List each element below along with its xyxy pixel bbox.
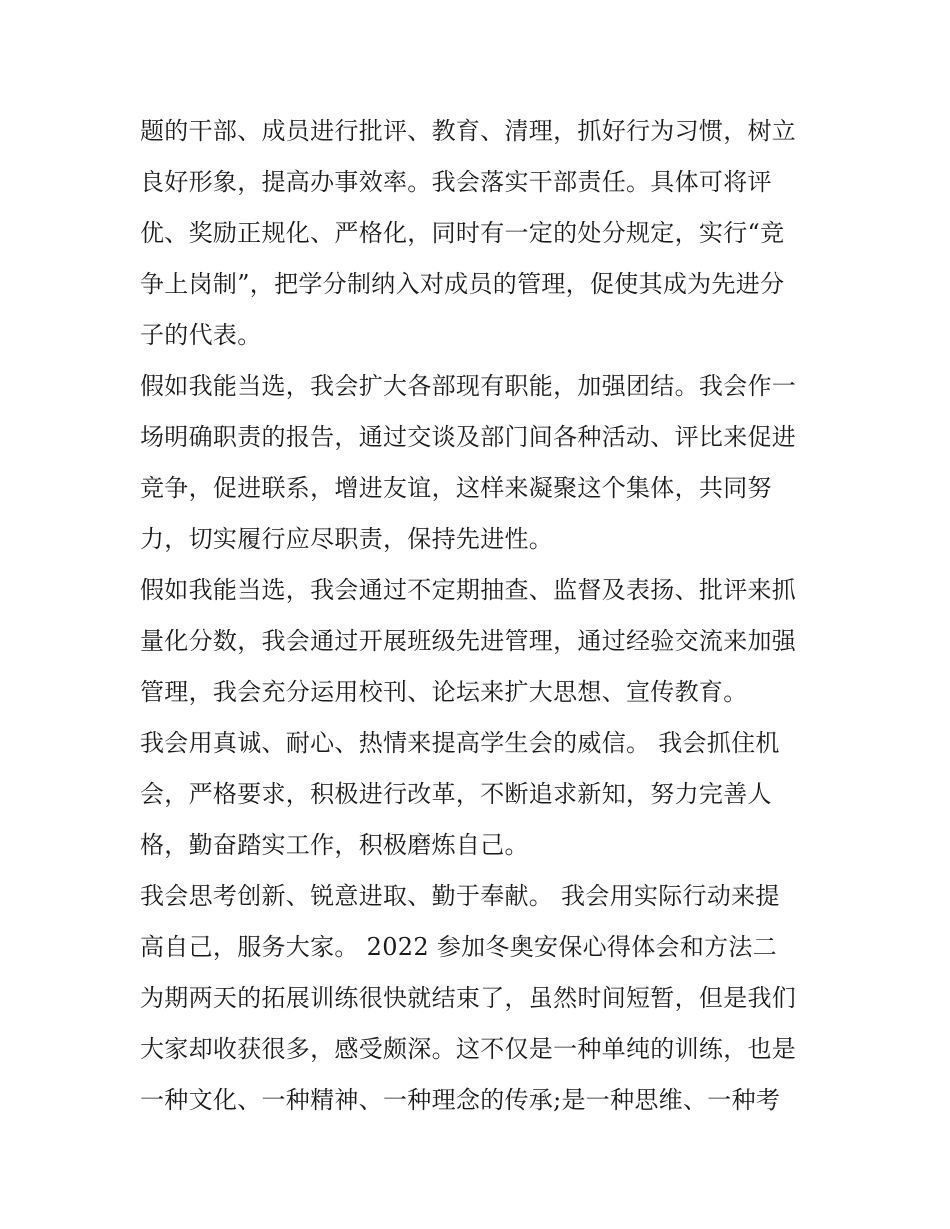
text-line: 我会思考创新、锐意进取、勤于奉献。 我会用实际行动来提 (140, 882, 780, 910)
text-line: 会，严格要求，积极进行改革，不断追求新知，努力完善人 (140, 780, 772, 808)
paragraph-3 (140, 565, 820, 718)
text-line: 管理，我会充分运用校刊、论坛来扩大思想、宣传教育。 (140, 678, 748, 706)
text-line: 争上岗制”，把学分制纳入对成员的管理，促使其成为先进分 (140, 270, 785, 298)
document-body (140, 106, 820, 1126)
text-line: 大家却收获很多，感受颇深。这不仅是一种单纯的训练，也是 (140, 1035, 797, 1063)
text-line: 优、奖励正规化、严格化，同时有一定的处分规定，实行“竞 (140, 219, 785, 247)
text-line: 力，切实履行应尽职责，保持先进性。 (140, 525, 554, 553)
paragraph-1 (140, 106, 820, 361)
text-line: 题的干部、成员进行批评、教育、清理，抓好行为习惯，树立 (140, 117, 797, 145)
paragraph-2 (140, 361, 820, 565)
text-line: 假如我能当选，我会扩大各部现有职能，加强团结。我会作一 (140, 372, 797, 400)
text-line: 为期两天的拓展训练很快就结束了，虽然时间短暂，但是我们 (140, 984, 797, 1012)
paragraph-6 (140, 973, 820, 1126)
text-line: 我会用真诚、耐心、热情来提高学生会的威信。 我会抓住机 (140, 729, 780, 757)
text-line: 量化分数，我会通过开展班级先进管理，通过经验交流来加强 (140, 627, 797, 655)
text-line: 竞争，促进联系，增进友谊，这样来凝聚这个集体，共同努 (140, 474, 772, 502)
text-line: 一种文化、一种精神、一种理念的传承;是一种思维、一种考 (140, 1086, 781, 1114)
text-line: 高自己，服务大家。 2022 参加冬奥安保心得体会和方法二 (140, 933, 778, 961)
text-line: 良好形象，提高办事效率。我会落实干部责任。具体可将评 (140, 168, 772, 196)
text-line: 格，勤奋踏实工作，积极磨炼自己。 (140, 831, 529, 859)
paragraph-5 (140, 871, 820, 973)
text-line: 假如我能当选，我会通过不定期抽查、监督及表扬、批评来抓 (140, 576, 797, 604)
text-line: 子的代表。 (140, 321, 262, 349)
paragraph-4 (140, 718, 820, 871)
text-line: 场明确职责的报告，通过交谈及部门间各种活动、评比来促进 (140, 423, 797, 451)
